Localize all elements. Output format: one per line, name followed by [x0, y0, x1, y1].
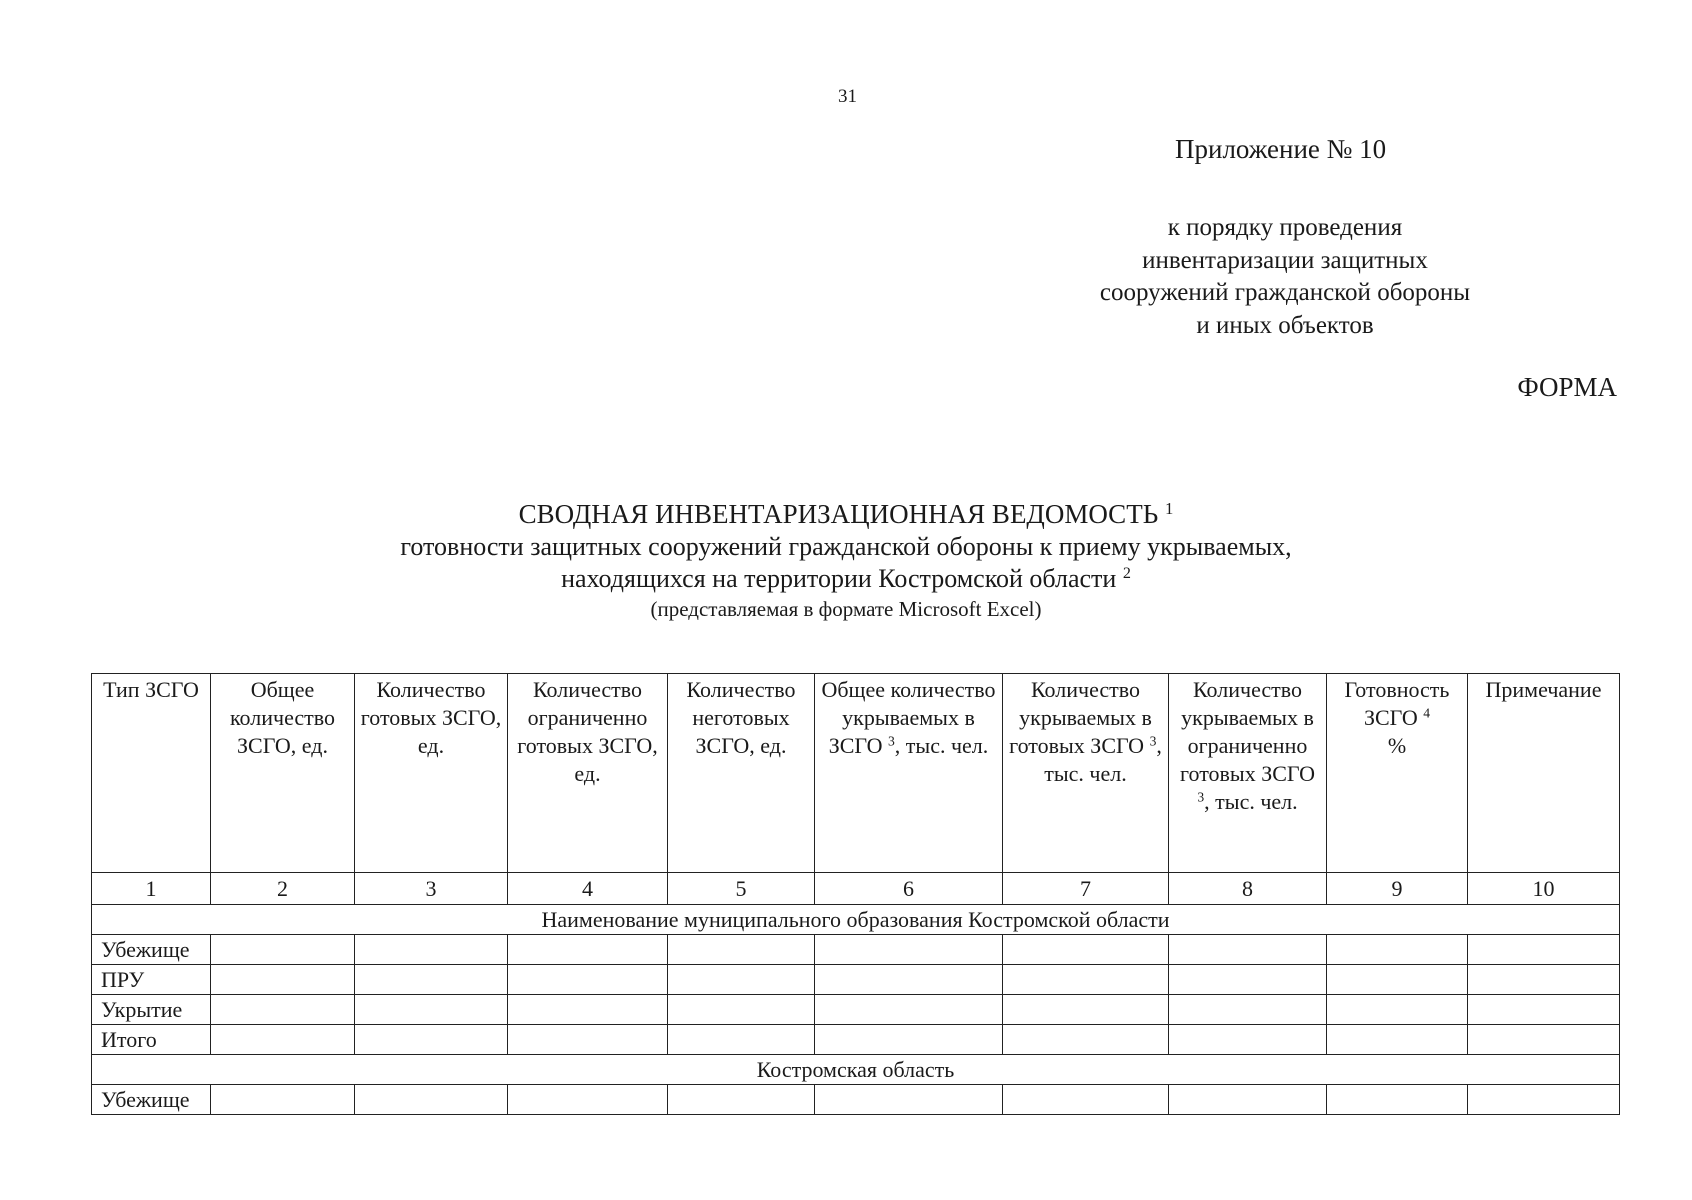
- appendix-subtitle: [1070, 212, 1500, 342]
- column-number: 8: [1169, 873, 1327, 905]
- column-number: 1: [92, 873, 211, 905]
- table-cell: [1468, 995, 1620, 1025]
- table-cell: [1003, 1085, 1169, 1115]
- table-cell: [815, 965, 1003, 995]
- header-cell: Количество ограниченно готовых ЗСГО, ед.: [508, 674, 668, 873]
- table-row: [92, 965, 1620, 995]
- header-cell: Количество неготовых ЗСГО, ед.: [668, 674, 815, 873]
- row-label: Итого: [92, 1025, 211, 1055]
- appendix-subtitle-line: к порядку проведения: [1167, 214, 1403, 241]
- table-cell: [508, 935, 668, 965]
- header-text: %: [1387, 733, 1407, 758]
- title-main-text: СВОДНАЯ ИНВЕНТАРИЗАЦИОННАЯ ВЕДОМОСТЬ: [518, 499, 1159, 529]
- row-label: Убежище: [92, 1085, 211, 1115]
- header-cell: Общее количество ЗСГО, ед.: [211, 674, 355, 873]
- table-cell: [211, 935, 355, 965]
- row-label: ПРУ: [92, 965, 211, 995]
- table-cell: [211, 995, 355, 1025]
- column-number: 7: [1003, 873, 1169, 905]
- table-cell: [815, 995, 1003, 1025]
- table-cell: [1327, 995, 1468, 1025]
- column-number: 5: [668, 873, 815, 905]
- header-row: [92, 674, 1620, 873]
- table-cell: [1327, 1085, 1468, 1115]
- header-cell: [1327, 674, 1468, 873]
- table-cell: [508, 1085, 668, 1115]
- table-cell: [1169, 935, 1327, 965]
- table-row: [92, 935, 1620, 965]
- table-row: [92, 1085, 1620, 1115]
- section-title: Костромская область: [92, 1055, 1620, 1085]
- table-cell: [1003, 965, 1169, 995]
- table-cell: [815, 1025, 1003, 1055]
- table-cell: [1003, 935, 1169, 965]
- table-cell: [355, 935, 508, 965]
- column-number: 10: [1468, 873, 1620, 905]
- title-line-3-text: находящихся на территории Костромской области: [561, 564, 1117, 593]
- footnote-marker: 2: [1122, 565, 1131, 583]
- header-cell: [815, 674, 1003, 873]
- column-number: 2: [211, 873, 355, 905]
- row-label: Убежище: [92, 935, 211, 965]
- table-cell: [1468, 1025, 1620, 1055]
- table-cell: [1003, 995, 1169, 1025]
- table-cell: [815, 1085, 1003, 1115]
- title-line-3: [0, 563, 1692, 595]
- inventory-table: [91, 673, 1620, 1115]
- header-text: , тыс. чел.: [1204, 789, 1298, 814]
- header-text: Количество укрываемых в готовых ЗСГО: [1009, 677, 1152, 758]
- header-cell: Тип ЗСГО: [92, 674, 211, 873]
- column-number: 6: [815, 873, 1003, 905]
- page-number: 31: [838, 86, 857, 107]
- table-cell: [1468, 935, 1620, 965]
- table-cell: [1169, 1085, 1327, 1115]
- appendix-subtitle-line: инвентаризации защитных: [1142, 246, 1428, 274]
- table-cell: [1327, 935, 1468, 965]
- table-row: [92, 995, 1620, 1025]
- table-cell: [815, 935, 1003, 965]
- table-cell: [355, 1025, 508, 1055]
- table-cell: [1468, 965, 1620, 995]
- section-row-municipal: [92, 905, 1620, 935]
- table-cell: [508, 995, 668, 1025]
- footnote-marker: 3: [1197, 789, 1205, 805]
- header-text: , тыс. чел.: [894, 733, 989, 758]
- table-cell: [668, 965, 815, 995]
- table-cell: [1327, 1025, 1468, 1055]
- appendix-subtitle-line: и иных объектов: [1196, 311, 1374, 339]
- appendix-title: Приложение № 10: [1175, 134, 1387, 164]
- appendix-subtitle-line: сооружений гражданской обороны: [1099, 279, 1471, 306]
- table-cell: [1169, 995, 1327, 1025]
- table-cell: [1169, 1025, 1327, 1055]
- header-text: Количество укрываемых в ограниченно готовых ЗСГО: [1180, 677, 1315, 786]
- header-cell: Примечание: [1468, 674, 1620, 873]
- table-cell: [1327, 965, 1468, 995]
- header-cell: [1169, 674, 1327, 873]
- column-number: 3: [355, 873, 508, 905]
- table-cell: [668, 1025, 815, 1055]
- table-row: [92, 1025, 1620, 1055]
- column-number: 4: [508, 873, 668, 905]
- table-cell: [668, 995, 815, 1025]
- header-text: , тыс. чел.: [1044, 733, 1162, 786]
- table-cell: [211, 1025, 355, 1055]
- header-cell: Количество готовых ЗСГО, ед.: [355, 674, 508, 873]
- row-label: Укрытие: [92, 995, 211, 1025]
- column-number: 9: [1327, 873, 1468, 905]
- table-cell: [1169, 965, 1327, 995]
- table-cell: [355, 995, 508, 1025]
- header-text: Готовность ЗСГО: [1344, 677, 1450, 730]
- table-cell: [508, 965, 668, 995]
- section-title: Наименование муниципального образования Костромской области: [92, 905, 1620, 935]
- title-main: [0, 497, 1692, 531]
- column-number-row: [92, 873, 1620, 905]
- footnote-marker: 1: [1164, 498, 1174, 518]
- table-cell: [355, 1085, 508, 1115]
- table-cell: [211, 1085, 355, 1115]
- table-cell: [508, 1025, 668, 1055]
- title-note: (представляемая в формате Microsoft Excel): [650, 597, 1042, 621]
- table-cell: [211, 965, 355, 995]
- table-cell: [1468, 1085, 1620, 1115]
- document-title: [0, 497, 1692, 623]
- table-cell: [355, 965, 508, 995]
- section-row-region: [92, 1055, 1620, 1085]
- form-label: ФОРМА: [1517, 372, 1617, 402]
- table-cell: [1003, 1025, 1169, 1055]
- table-cell: [668, 1085, 815, 1115]
- footnote-marker: 4: [1423, 705, 1431, 721]
- footnote-marker: 3: [1149, 733, 1157, 749]
- table-cell: [668, 935, 815, 965]
- title-line-2: готовности защитных сооружений гражданской обороны к приему укрываемых,: [400, 532, 1292, 561]
- header-cell: [1003, 674, 1169, 873]
- footnote-marker: 3: [887, 733, 895, 749]
- header-text: Общее количество укрываемых в ЗСГО: [821, 677, 996, 758]
